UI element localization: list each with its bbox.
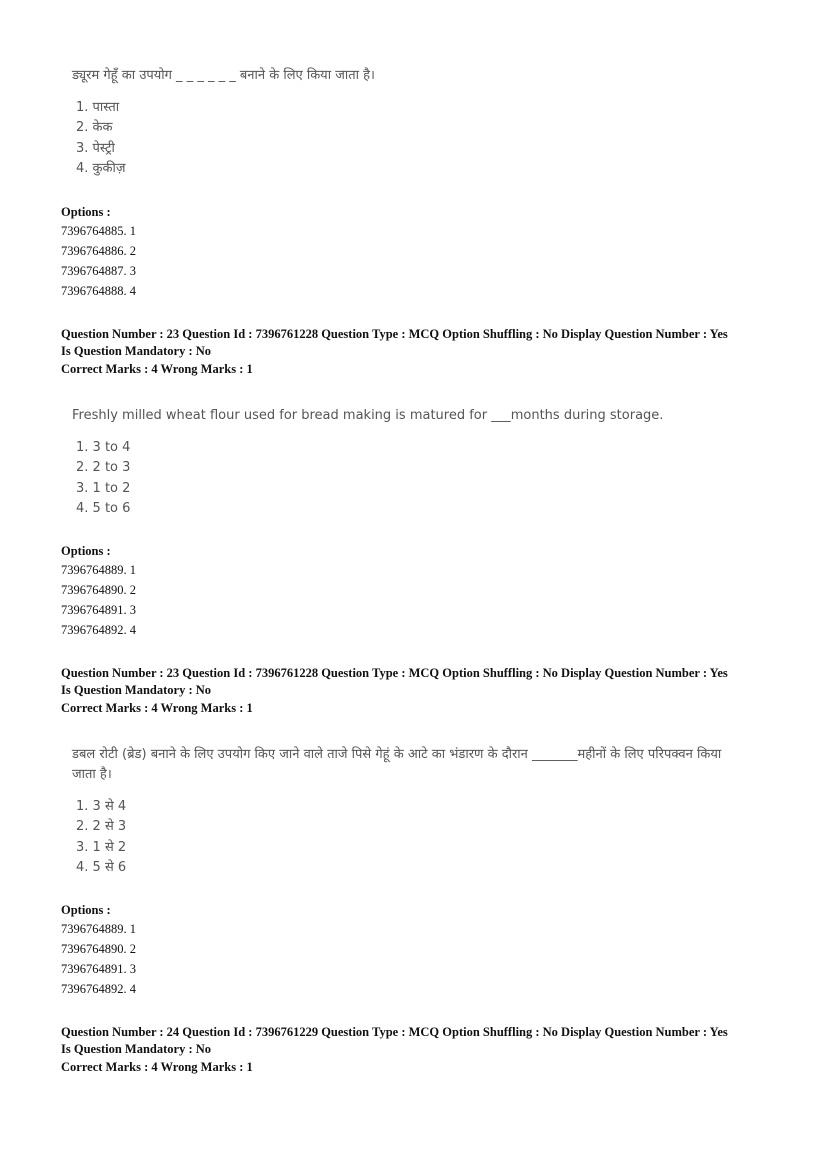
question-option: 2. केक — [76, 120, 113, 136]
question-option: 2. 2 से 3 — [76, 819, 127, 835]
question-option: 1. 3 to 4 — [76, 440, 131, 455]
option-id: 7396764891. 3 — [61, 962, 136, 976]
options-label: Options : — [61, 903, 111, 917]
option-id: 7396764888. 4 — [61, 284, 136, 298]
question-meta — [61, 326, 781, 378]
question-image-2 — [72, 406, 663, 519]
option-id: 7396764885. 1 — [61, 224, 136, 238]
question-meta-line: Correct Marks : 4 Wrong Marks : 1 — [61, 362, 253, 376]
question-image-3 — [72, 745, 721, 878]
question-option: 4. कुकीज़ — [76, 160, 126, 176]
option-id: 7396764890. 2 — [61, 583, 136, 597]
option-id: 7396764890. 2 — [61, 942, 136, 956]
question-text: डबल रोटी (ब्रेड) बनाने के लिए उपयोग किए जाने वाले ताजे पिसे गेहूं के आटे का भंडारण के दौरान _______महीनों के लिए परिपक्वन किया — [72, 747, 722, 762]
question-meta-line: Question Number : 24 Question Id : 7396761229 Question Type : MCQ Option Shuffling : No Display Question Number : Yes — [61, 1025, 728, 1039]
question-text: Freshly milled wheat flour used for bread making is matured for ___months during storage. — [72, 408, 664, 423]
question-option: 1. पास्ता — [76, 100, 120, 115]
question-image-1 — [72, 66, 375, 179]
question-options — [72, 438, 663, 519]
question-meta — [61, 1024, 781, 1076]
question-options — [72, 797, 721, 878]
question-meta-line: Question Number : 23 Question Id : 7396761228 Question Type : MCQ Option Shuffling : No Display Question Number : Yes — [61, 666, 728, 680]
option-id: 7396764886. 2 — [61, 244, 136, 258]
question-meta-line: Is Question Mandatory : No — [61, 344, 212, 358]
question-option: 3. पेस्ट्री — [76, 140, 115, 156]
option-id: 7396764892. 4 — [61, 623, 136, 637]
question-meta-line: Question Number : 23 Question Id : 7396761228 Question Type : MCQ Option Shuffling : No Display Question Number : Yes — [61, 327, 728, 341]
options-label: Options : — [61, 544, 111, 558]
option-id: 7396764889. 1 — [61, 922, 136, 936]
question-meta — [61, 665, 781, 717]
question-meta-line: Correct Marks : 4 Wrong Marks : 1 — [61, 701, 253, 715]
question-option: 3. 1 से 2 — [76, 839, 127, 855]
question-option: 4. 5 to 6 — [76, 500, 131, 516]
option-id: 7396764889. 1 — [61, 563, 136, 577]
question-meta-line: Is Question Mandatory : No — [61, 683, 212, 697]
question-option: 4. 5 से 6 — [76, 859, 127, 875]
option-id: 7396764891. 3 — [61, 603, 136, 617]
question-meta-line: Correct Marks : 4 Wrong Marks : 1 — [61, 1060, 253, 1074]
question-text: ड्यूरम गेहूँ का उपयोग _ _ _ _ _ _ बनाने के लिए किया जाता है। — [72, 68, 375, 83]
question-option: 1. 3 से 4 — [76, 799, 127, 814]
question-option: 3. 1 to 2 — [76, 480, 131, 496]
question-text: जाता है। — [72, 767, 112, 782]
question-meta-line: Is Question Mandatory : No — [61, 1042, 212, 1056]
option-id: 7396764887. 3 — [61, 264, 136, 278]
question-options — [72, 98, 375, 179]
option-id: 7396764892. 4 — [61, 982, 136, 996]
question-option: 2. 2 to 3 — [76, 460, 131, 476]
options-label: Options : — [61, 205, 111, 219]
